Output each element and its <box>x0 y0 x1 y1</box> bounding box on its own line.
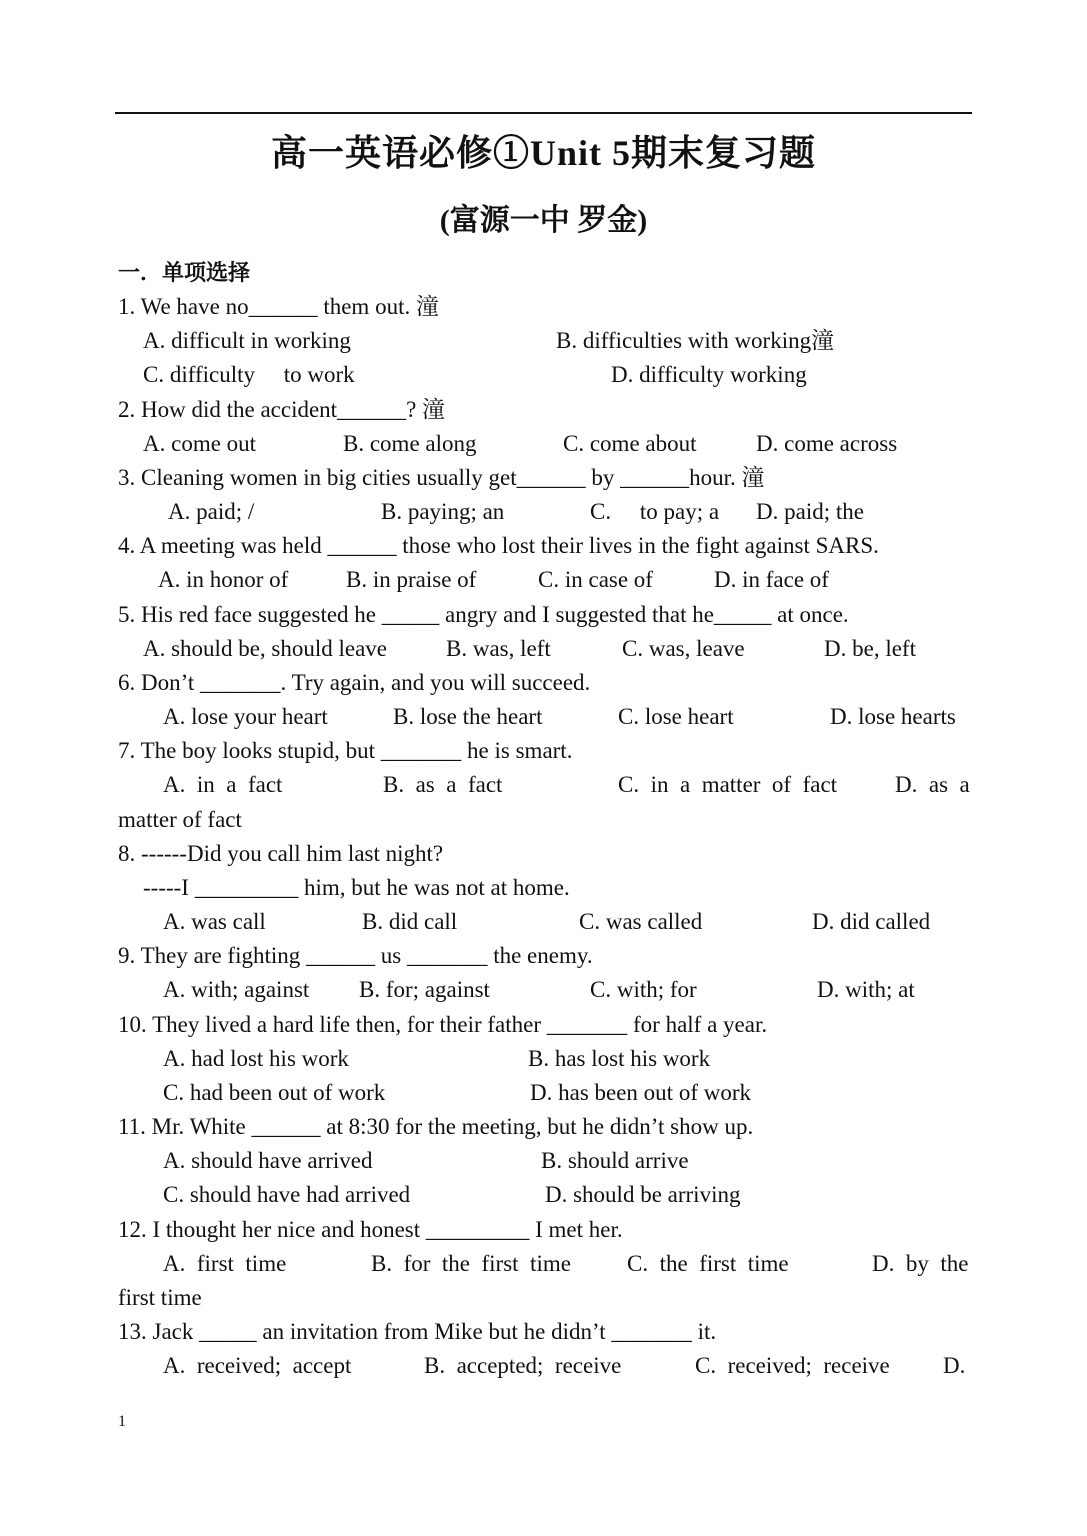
q4-option-c: C. in case of <box>538 567 653 592</box>
page-title: 高一英语必修①Unit 5期末复习题 <box>270 133 816 173</box>
q12-option-c: C. the first time <box>627 1251 789 1276</box>
q8-option-b: B. did call <box>362 909 458 934</box>
q2-option-c: C. come about <box>563 431 697 456</box>
q13-option-d: D. <box>943 1353 966 1378</box>
q6-option-b: B. lose the heart <box>393 704 543 729</box>
question-6: 6. Don’t _______. Try again, and you will succeed. <box>118 670 591 695</box>
q10-option-a: A. had lost his work <box>163 1046 349 1071</box>
q2-option-a: A. come out <box>143 431 257 456</box>
q5-option-a: A. should be, should leave <box>143 636 388 661</box>
q4-option-d: D. in face of <box>714 567 829 592</box>
q1-option-c: C. difficulty to work <box>143 362 355 387</box>
q5-option-d: D. be, left <box>824 636 916 661</box>
q11-option-d: D. should be arriving <box>545 1182 741 1207</box>
q11-option-b: B. should arrive <box>541 1148 689 1173</box>
question-10: 10. They lived a hard life then, for their father _______ for half a year. <box>118 1012 768 1037</box>
top-rule <box>115 112 972 114</box>
q7-option-d-continued: matter of fact <box>118 807 242 832</box>
question-8: 8. ------Did you call him last night? <box>118 841 444 866</box>
q7-option-a: A. in a fact <box>163 772 283 797</box>
question-8-reply: -----I _________ him, but he was not at home. <box>143 875 570 900</box>
q12-option-a: A. first time <box>163 1251 287 1276</box>
q7-option-c: C. in a matter of fact <box>618 772 838 797</box>
q3-option-d: D. paid; the <box>756 499 864 524</box>
page-number: 1 <box>118 1413 126 1430</box>
q6-option-d: D. lose hearts <box>830 704 956 729</box>
q13-option-c: C. received; receive <box>695 1353 890 1378</box>
q2-option-b: B. come along <box>343 431 477 456</box>
question-4: 4. A meeting was held ______ those who lost their lives in the fight against SARS. <box>118 533 879 558</box>
question-7: 7. The boy looks stupid, but _______ he is smart. <box>118 738 573 763</box>
q10-option-d: D. has been out of work <box>530 1080 752 1105</box>
q3-option-b: B. paying; an <box>381 499 505 524</box>
q9-option-a: A. with; against <box>163 977 310 1002</box>
q4-option-b: B. in praise of <box>346 567 477 592</box>
q11-option-a: A. should have arrived <box>163 1148 373 1173</box>
q8-option-d: D. did called <box>812 909 931 934</box>
q3-option-c: C. to pay; a <box>590 499 720 524</box>
q9-option-b: B. for; against <box>359 977 490 1002</box>
q12-option-b: B. for the first time <box>371 1251 571 1276</box>
q4-option-a: A. in honor of <box>158 567 289 592</box>
q6-option-a: A. lose your heart <box>163 704 328 729</box>
q3-option-a: A. paid; / <box>168 499 255 524</box>
q1-option-d: D. difficulty working <box>611 362 807 387</box>
q13-option-b: B. accepted; receive <box>424 1353 622 1378</box>
section-heading: 一．单项选择 <box>118 260 251 285</box>
q11-option-c: C. should have had arrived <box>163 1182 411 1207</box>
q13-option-a: A. received; accept <box>163 1353 352 1378</box>
q10-option-b: B. has lost his work <box>528 1046 711 1071</box>
q6-option-c: C. lose heart <box>618 704 734 729</box>
page-subtitle: (富源一中 罗金) <box>439 204 648 237</box>
question-5: 5. His red face suggested he _____ angry and I suggested that he_____ at once. <box>118 602 849 627</box>
q12-option-d-continued: first time <box>118 1285 202 1310</box>
q2-option-d: D. come across <box>756 431 898 456</box>
q5-option-b: B. was, left <box>446 636 551 661</box>
question-12: 12. I thought her nice and honest _________ I met her. <box>118 1217 623 1242</box>
question-13: 13. Jack _____ an invitation from Mike but he didn’t _______ it. <box>118 1319 717 1344</box>
q10-option-c: C. had been out of work <box>163 1080 386 1105</box>
question-1: 1. We have no______ them out. 潼 <box>118 294 439 319</box>
question-9: 9. They are fighting ______ us _______ the enemy. <box>118 943 593 968</box>
q12-option-d: D. by the <box>872 1251 969 1276</box>
question-3: 3. Cleaning women in big cities usually get______ by ______hour. 潼 <box>118 465 765 490</box>
q7-option-b: B. as a fact <box>383 772 503 797</box>
q9-option-c: C. with; for <box>590 977 697 1002</box>
q1-option-a: A. difficult in working <box>143 328 351 353</box>
q8-option-c: C. was called <box>579 909 703 934</box>
q7-option-d: D. as a <box>895 772 970 797</box>
question-11: 11. Mr. White ______ at 8:30 for the meeting, but he didn’t show up. <box>118 1114 754 1139</box>
q8-option-a: A. was call <box>163 909 266 934</box>
q1-option-b: B. difficulties with working潼 <box>556 328 835 353</box>
question-2: 2. How did the accident______? 潼 <box>118 397 446 422</box>
q9-option-d: D. with; at <box>817 977 915 1002</box>
q5-option-c: C. was, leave <box>622 636 745 661</box>
